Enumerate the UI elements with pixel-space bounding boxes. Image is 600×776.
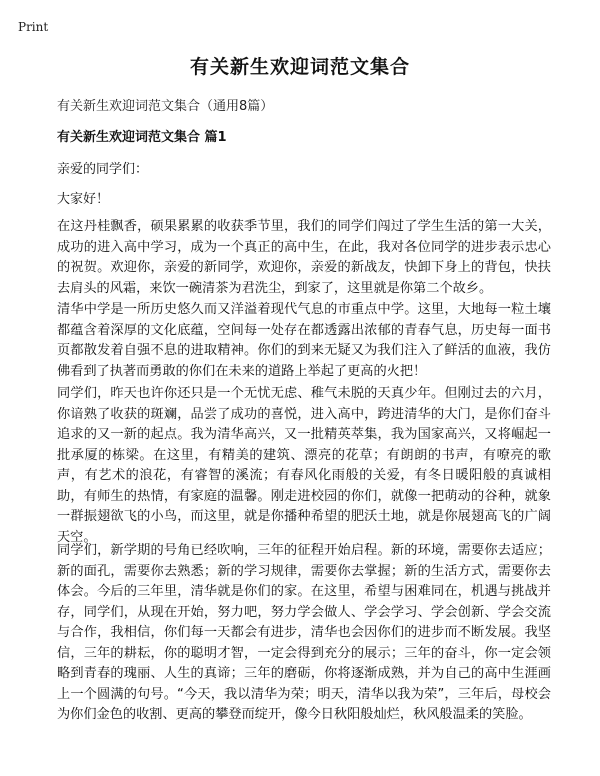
document-title: 有关新生欢迎词范文集合 [189,56,410,78]
body-paragraph-3: 同学们，昨天也许你还只是一个无忧无虑、稚气未脱的天真少年。但刚过去的六月，你谙熟了收获的斑斓，品尝了成功的喜悦，进入高中，跨进清华的大门，是你们奋斗追求的又一新的起点。我为清华高兴，又一批精英萃集，我为国家高兴，又将崛起一批承厦的栋梁。在这里，有精美的建筑、漂亮的花草；有朗朗的书声，有嘹亮的歌声，有艺术的浪花，有睿智的溪流；有春风化雨般的关爱，有冬日暖阳般的真诚相助，有师生的热情，有家庭的温馨。刚走进校园的你们，就像一把萌动的谷种，就象一群振翅欲飞的小鸟，而这里，就是你播种希望的肥沃土地，就是你展翅高飞的广阔天空。 [57,386,551,545]
greeting-line: 亲爱的同学们： [57,162,149,177]
body-paragraph-4: 同学们，新学期的号角已经吹响，三年的征程开始启程。新的环境，需要你去适应；新的面孔，需要你去熟悉；新的学习规律，需要你去掌握；新的生活方式，需要你去体会。今后的三年里，清华就是你们的家。在这里，希望与困难同在，机遇与挑战并存，同学们，从现在开始，努力吧，努力学会做人、学会学习、学会创新、学会交流与合作，我相信，你们每一天都会有进步，清华也会因你们的进步而不断发展。我坚信，三年的耕耘，你的聪明才智，一定会得到充分的展示；三年的奋斗，你一定会领略到青春的瑰丽、人生的真谛；三年的磨砺，你将逐渐成熟，并为自己的高中生涯画上一个圆满的句号。“今天，我以清华为荣；明天，清华以我为荣”，三年后，母校会为你们金色的收割、更高的攀登而绽开，像今日秋阳般灿烂，秋风般温柔的笑脸。 [57,543,551,722]
greeting-line-2: 大家好！ [57,192,110,207]
document-subtitle: 有关新生欢迎词范文集合（通用8篇） [57,99,274,114]
print-label[interactable]: Print [18,20,49,34]
section-heading: 有关新生欢迎词范文集合 篇1 [57,130,227,145]
body-paragraph-1: 在这丹桂飘香，硕果累累的收获季节里，我们的同学们闯过了学生生活的第一大关，成功的进入高中学习，成为一个真正的高中生，在此，我对各位同学的进步表示忠心的祝贺。欢迎你，亲爱的新同学，欢迎你，亲爱的新战友，快卸下身上的背包，快扶去肩头的风霜，来饮一碗清茶为君洗尘，到家了，这里就是你第二个故乡。 [57,219,551,296]
body-paragraph-2: 清华中学是一所历史悠久而又洋溢着现代气息的市重点中学。这里，大地每一粒土壤都蕴含着深厚的文化底蕴，空间每一处存在都透露出浓郁的青春气息，历史每一面书页都散发着自强不息的进取精神。你们的到来无疑又为我们注入了鲜活的血液，我仿佛看到了执著而勇敢的你们在未来的道路上举起了更高的火把！ [57,302,551,379]
